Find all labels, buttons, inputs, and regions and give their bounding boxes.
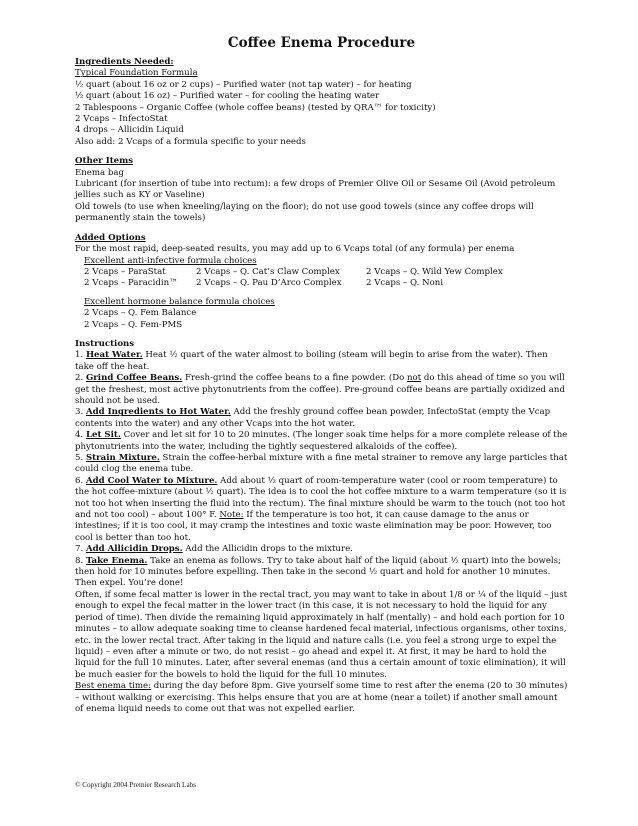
added-options-section <box>75 233 568 331</box>
step-text-emphasis: not <box>407 373 422 384</box>
other-items-section <box>75 156 568 224</box>
note-label: Note: <box>219 510 244 521</box>
formula-choice-row <box>75 267 568 278</box>
copyright-footer: © Copyright 2004 Premier Research Labs <box>75 781 197 789</box>
ingredient-line: 4 drops – Allicidin Liquid <box>75 125 184 136</box>
document-page <box>75 34 568 715</box>
ingredients-section <box>75 57 568 148</box>
step-label: Take Enema. <box>85 555 148 566</box>
step-text: If the temperature is too hot, it can cause damage to the anus or intestines; if it is too cool, it may cramp the intestines and toxic waste elimination may be poor. However, too cool is better than too hot. <box>75 510 552 543</box>
step-label: Let Sit. <box>85 430 121 441</box>
step-text: Take an enema as follows. Try to take about half of the liquid (about ½ quart) into the bowels; then hold for 10 minutes before expelling. Then take in the second ½ quart and hold for another 10 minutes. Then expel. You’re done! <box>75 555 561 589</box>
instruction-step-8 <box>75 556 568 590</box>
step-label: Heat Water. <box>85 350 143 361</box>
best-time-label: Best enema time: <box>75 681 152 692</box>
step-label: Add Allicidin Drops. <box>85 544 183 555</box>
instruction-step-2 <box>75 373 568 407</box>
ingredient-line: ½ quart (about 16 oz) – Purified water – for cooling the heating water <box>75 91 380 102</box>
step-text: Fresh-grind the coffee beans to a fine powder. (Do <box>182 373 407 384</box>
hormone-choice: 2 Vcaps – Q. Fem-PMS <box>84 319 183 330</box>
added-options-heading: Added Options <box>75 232 146 243</box>
other-item-line: Enema bag <box>75 167 125 178</box>
ingredient-line: Also add: 2 Vcaps of a formula specific to your needs <box>75 136 306 147</box>
other-item-line: Lubricant (for insertion of tube into rectum): a few drops of Premier Olive Oil or Sesame Oil (Avoid petroleum jellies such as KY or Vaseline) <box>75 179 556 201</box>
ingredient-line: 2 Vcaps – InfectoStat <box>75 114 168 125</box>
formula-choice: 2 Vcaps – Q. Noni <box>366 278 444 289</box>
step-number: 4. <box>75 430 84 441</box>
instruction-step-3 <box>75 407 568 430</box>
step-label: Add Ingredients to Hot Water. <box>85 407 231 418</box>
ingredients-heading: Ingredients Needed: <box>75 57 174 67</box>
step-text: do this ahead of time so you will get the freshest, most active phytonutrients from the coffee). Pre-ground coffee beans are partially oxidized and should not be used. <box>75 373 565 406</box>
step-text: Heat ½ quart of the water almost to boiling (steam will begin to arise from the water). Then take off the heat. <box>75 350 548 372</box>
instruction-step-7 <box>75 544 568 555</box>
page-title: Coffee Enema Procedure <box>227 35 416 51</box>
step-label: Strain Mixture. <box>85 453 160 463</box>
formula-choice-row <box>75 278 568 289</box>
step-label: Grind Coffee Beans. <box>85 373 183 384</box>
foundation-formula-subheading: Typical Foundation Formula <box>75 68 198 79</box>
instructions-section <box>75 339 568 715</box>
step-number: 1. <box>75 350 84 361</box>
step-text: Add the Allicidin drops to the mixture. <box>182 544 353 555</box>
ingredient-line: 2 Tablespoons – Organic Coffee (whole coffee beans) (tested by QRA™ for toxicity) <box>75 102 436 113</box>
ingredient-line: ½ quart (about 16 oz or 2 cups) – Purified water (not tap water) – for heating <box>75 79 412 90</box>
step-number: 3. <box>75 407 84 418</box>
step-text: Add the freshly ground coffee bean powder, InfectoStat (empty the Vcap contents into the water) and any other Vcaps into the hot water. <box>75 407 551 429</box>
instruction-step-1 <box>75 350 568 373</box>
hormone-subheading-wrap <box>75 297 568 308</box>
best-time-text: during the day before 8pm. Give yourself some time to rest after the enema (20 to 30 minutes) – without walking or exercising. This helps ensure that you are at home (near a toilet) if another small amount of enema liquid needs to come out that was not expelled earlier. <box>75 681 568 714</box>
instruction-step-4 <box>75 430 568 453</box>
step-number: 7. <box>75 544 84 555</box>
added-options-intro: For the most rapid, deep-seated results, you may add up to 6 Vcaps total (of any formula) per enema <box>75 244 515 255</box>
other-items-heading: Other Items <box>75 156 134 167</box>
formula-choice: 2 Vcaps – ParaStat <box>84 266 166 277</box>
formula-choice: 2 Vcaps – Q. Wild Yew Complex <box>366 266 503 277</box>
hormone-balance-subheading: Excellent hormone balance formula choices <box>84 296 275 307</box>
step-text: Cover and let sit for 10 to 20 minutes. (The longer soak time helps for a more complete release of the phytonutrients into the water, including the tightly sequestered alkaloids of the coffee). <box>75 430 568 452</box>
step-number: 5. <box>75 453 84 463</box>
formula-choice: 2 Vcaps – Q. Cat’s Claw Complex <box>196 266 340 277</box>
step-number: 6. <box>75 475 84 486</box>
step-number: 8. <box>75 555 84 566</box>
step-text: Add about ½ quart of room-temperature water (cool or room temperature) to the hot coffee-mixture (about ½ quart). The idea is to cool the hot coffee mixture to a warm temperature (so it is not too hot when inserting the fluid into the rectum). The final mixture should be warm to the touch (not too hot and not too cool) – about 100° F. <box>75 475 567 521</box>
anti-infective-subheading <box>75 256 568 267</box>
often-paragraph: Often, if some fecal matter is lower in the rectal tract, you may want to take in about 1/8 or ¼ of the liquid – just enough to expel the fecal matter in the lower tract (in this case, it is not necessary to hold the liquid for any period of time). Then divide the remaining liquid approximately in half (mentally) – and hold each portion for 10 minutes – to allow adequate soaking time to cleanse hardened fecal material, infectious organisms, other toxins, etc. in the lower rectal tract. After taking in the liquid and nature calls (i.e. you feel a strong urge to expel the liquid) – even after a minute or two, do not resist – go ahead and expel it. At first, it may be hard to hold the liquid for the full 10 minutes. Later, after several enemas (and thus a certain amount of toxic elimination), it will be much easier for the bowels to hold the liquid for the full 10 minutes. <box>75 589 568 680</box>
other-item-line: Old towels (to use when kneeling/laying on the floor); do not use good towels (since any coffee drops will permanently stain the towels) <box>75 201 534 224</box>
step-label: Add Cool Water to Mixture. <box>85 475 218 486</box>
hormone-choice: 2 Vcaps – Q. Fem Balance <box>84 308 197 319</box>
instruction-step-6 <box>75 476 568 544</box>
step-text: Strain the coffee-herbal mixture with a fine metal strainer to remove any large particles that could clog the enema tube. <box>75 453 568 475</box>
instructions-heading: Instructions <box>75 338 135 349</box>
instruction-step-5 <box>75 453 568 476</box>
anti-infective-subheading-text: Excellent anti-infective formula choices <box>84 255 257 266</box>
step-number: 2. <box>75 373 84 384</box>
formula-choice: 2 Vcaps – Paracidin™ <box>84 278 178 289</box>
formula-choice: 2 Vcaps – Q. Pau D’Arco Complex <box>196 278 342 289</box>
best-time-paragraph <box>75 681 568 715</box>
